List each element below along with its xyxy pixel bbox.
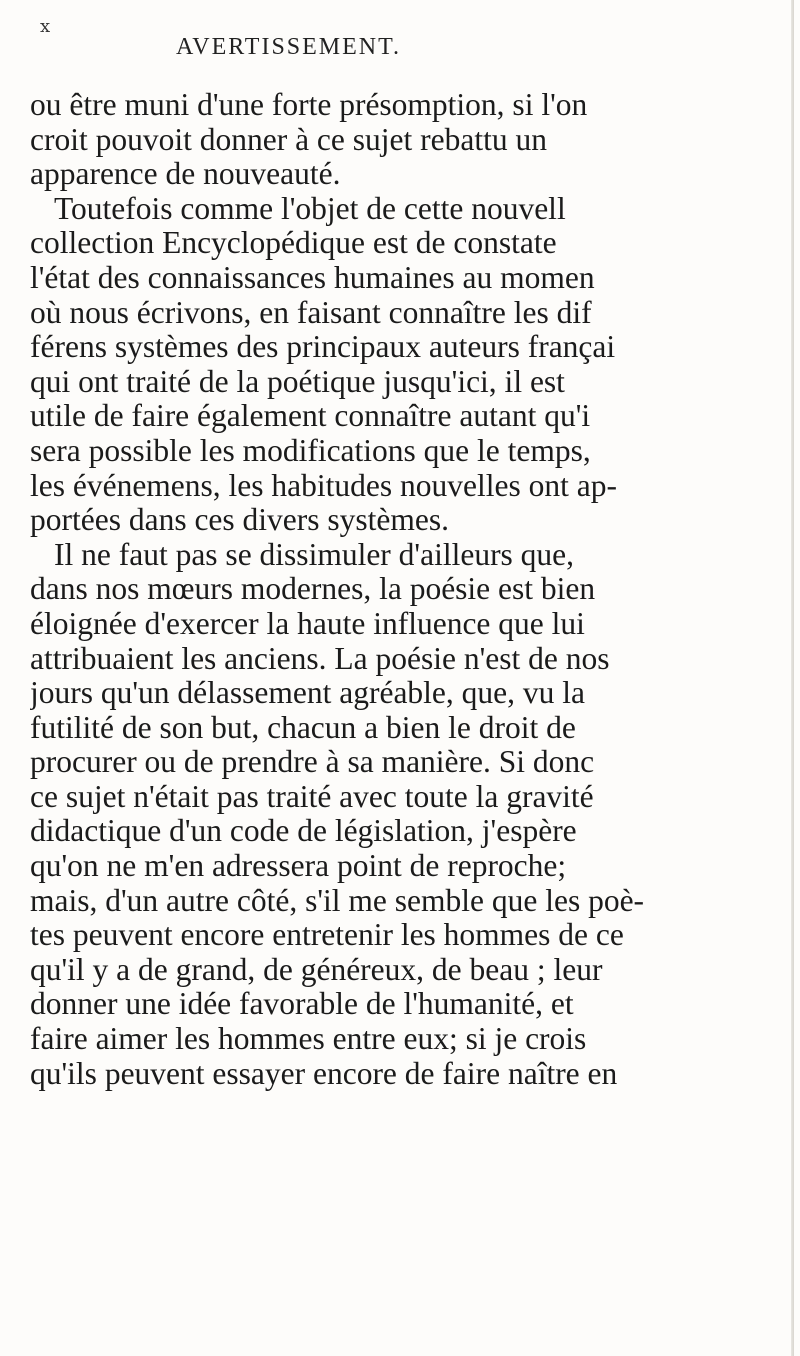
text-line: férens systèmes des principaux auteurs françai — [30, 330, 616, 365]
text-line: mais, d'un autre côté, s'il me semble que les poè- — [30, 883, 645, 918]
text-line: futilité de son but, chacun a bien le droit de — [30, 710, 576, 745]
text-line: qu'il y a de grand, de généreux, de beau ; leur — [30, 952, 603, 987]
text-line: Il ne faut pas se dissimuler d'ailleurs que, — [54, 537, 575, 572]
text-line: croit pouvoit donner à ce sujet rebattu un — [30, 122, 547, 157]
text-line: didactique d'un code de législation, j'espère — [30, 814, 577, 849]
text-line: procurer ou de prendre à sa manière. Si donc — [30, 745, 595, 780]
text-line: où nous écrivons, en faisant connaître les dif — [30, 295, 592, 330]
body-text — [30, 88, 790, 1091]
text-line: qu'ils peuvent essayer encore de faire naître en — [30, 1056, 618, 1091]
text-line: dans nos mœurs modernes, la poésie est bien — [30, 572, 596, 607]
text-line: sera possible les modifications que le temps, — [30, 433, 591, 468]
text-line: faire aimer les hommes entre eux; si je crois — [30, 1022, 587, 1057]
text-line: utile de faire également connaître autant qu'i — [30, 399, 591, 434]
text-line: l'état des connaissances humaines au momen — [30, 260, 595, 295]
text-line: portées dans ces divers systèmes. — [30, 503, 450, 538]
text-line: les événemens, les habitudes nouvelles ont ap- — [30, 468, 617, 503]
text-line: collection Encyclopédique est de constate — [30, 226, 557, 261]
text-line: Toutefois comme l'objet de cette nouvell — [54, 191, 566, 226]
text-line: ce sujet n'était pas traité avec toute la gravité — [30, 779, 594, 814]
text-line: qu'on ne m'en adressera point de reproche; — [30, 849, 567, 884]
text-line: apparence de nouveauté. — [30, 157, 341, 192]
text-line: tes peuvent encore entretenir les hommes de ce — [30, 918, 624, 953]
text-line: donner une idée favorable de l'humanité, et — [30, 987, 574, 1022]
text-line: jours qu'un délassement agréable, que, vu la — [30, 676, 586, 711]
page-number: x — [40, 16, 52, 37]
text-line: éloignée d'exercer la haute influence que lui — [30, 606, 585, 641]
page-edge — [791, 0, 794, 1356]
text-line: qui ont traité de la poétique jusqu'ici, il est — [30, 364, 565, 399]
text-line: attribuaient les anciens. La poésie n'est de nos — [30, 641, 610, 676]
running-head: AVERTISSEMENT. — [176, 34, 402, 60]
text-line: ou être muni d'une forte présomption, si l'on — [30, 88, 588, 122]
